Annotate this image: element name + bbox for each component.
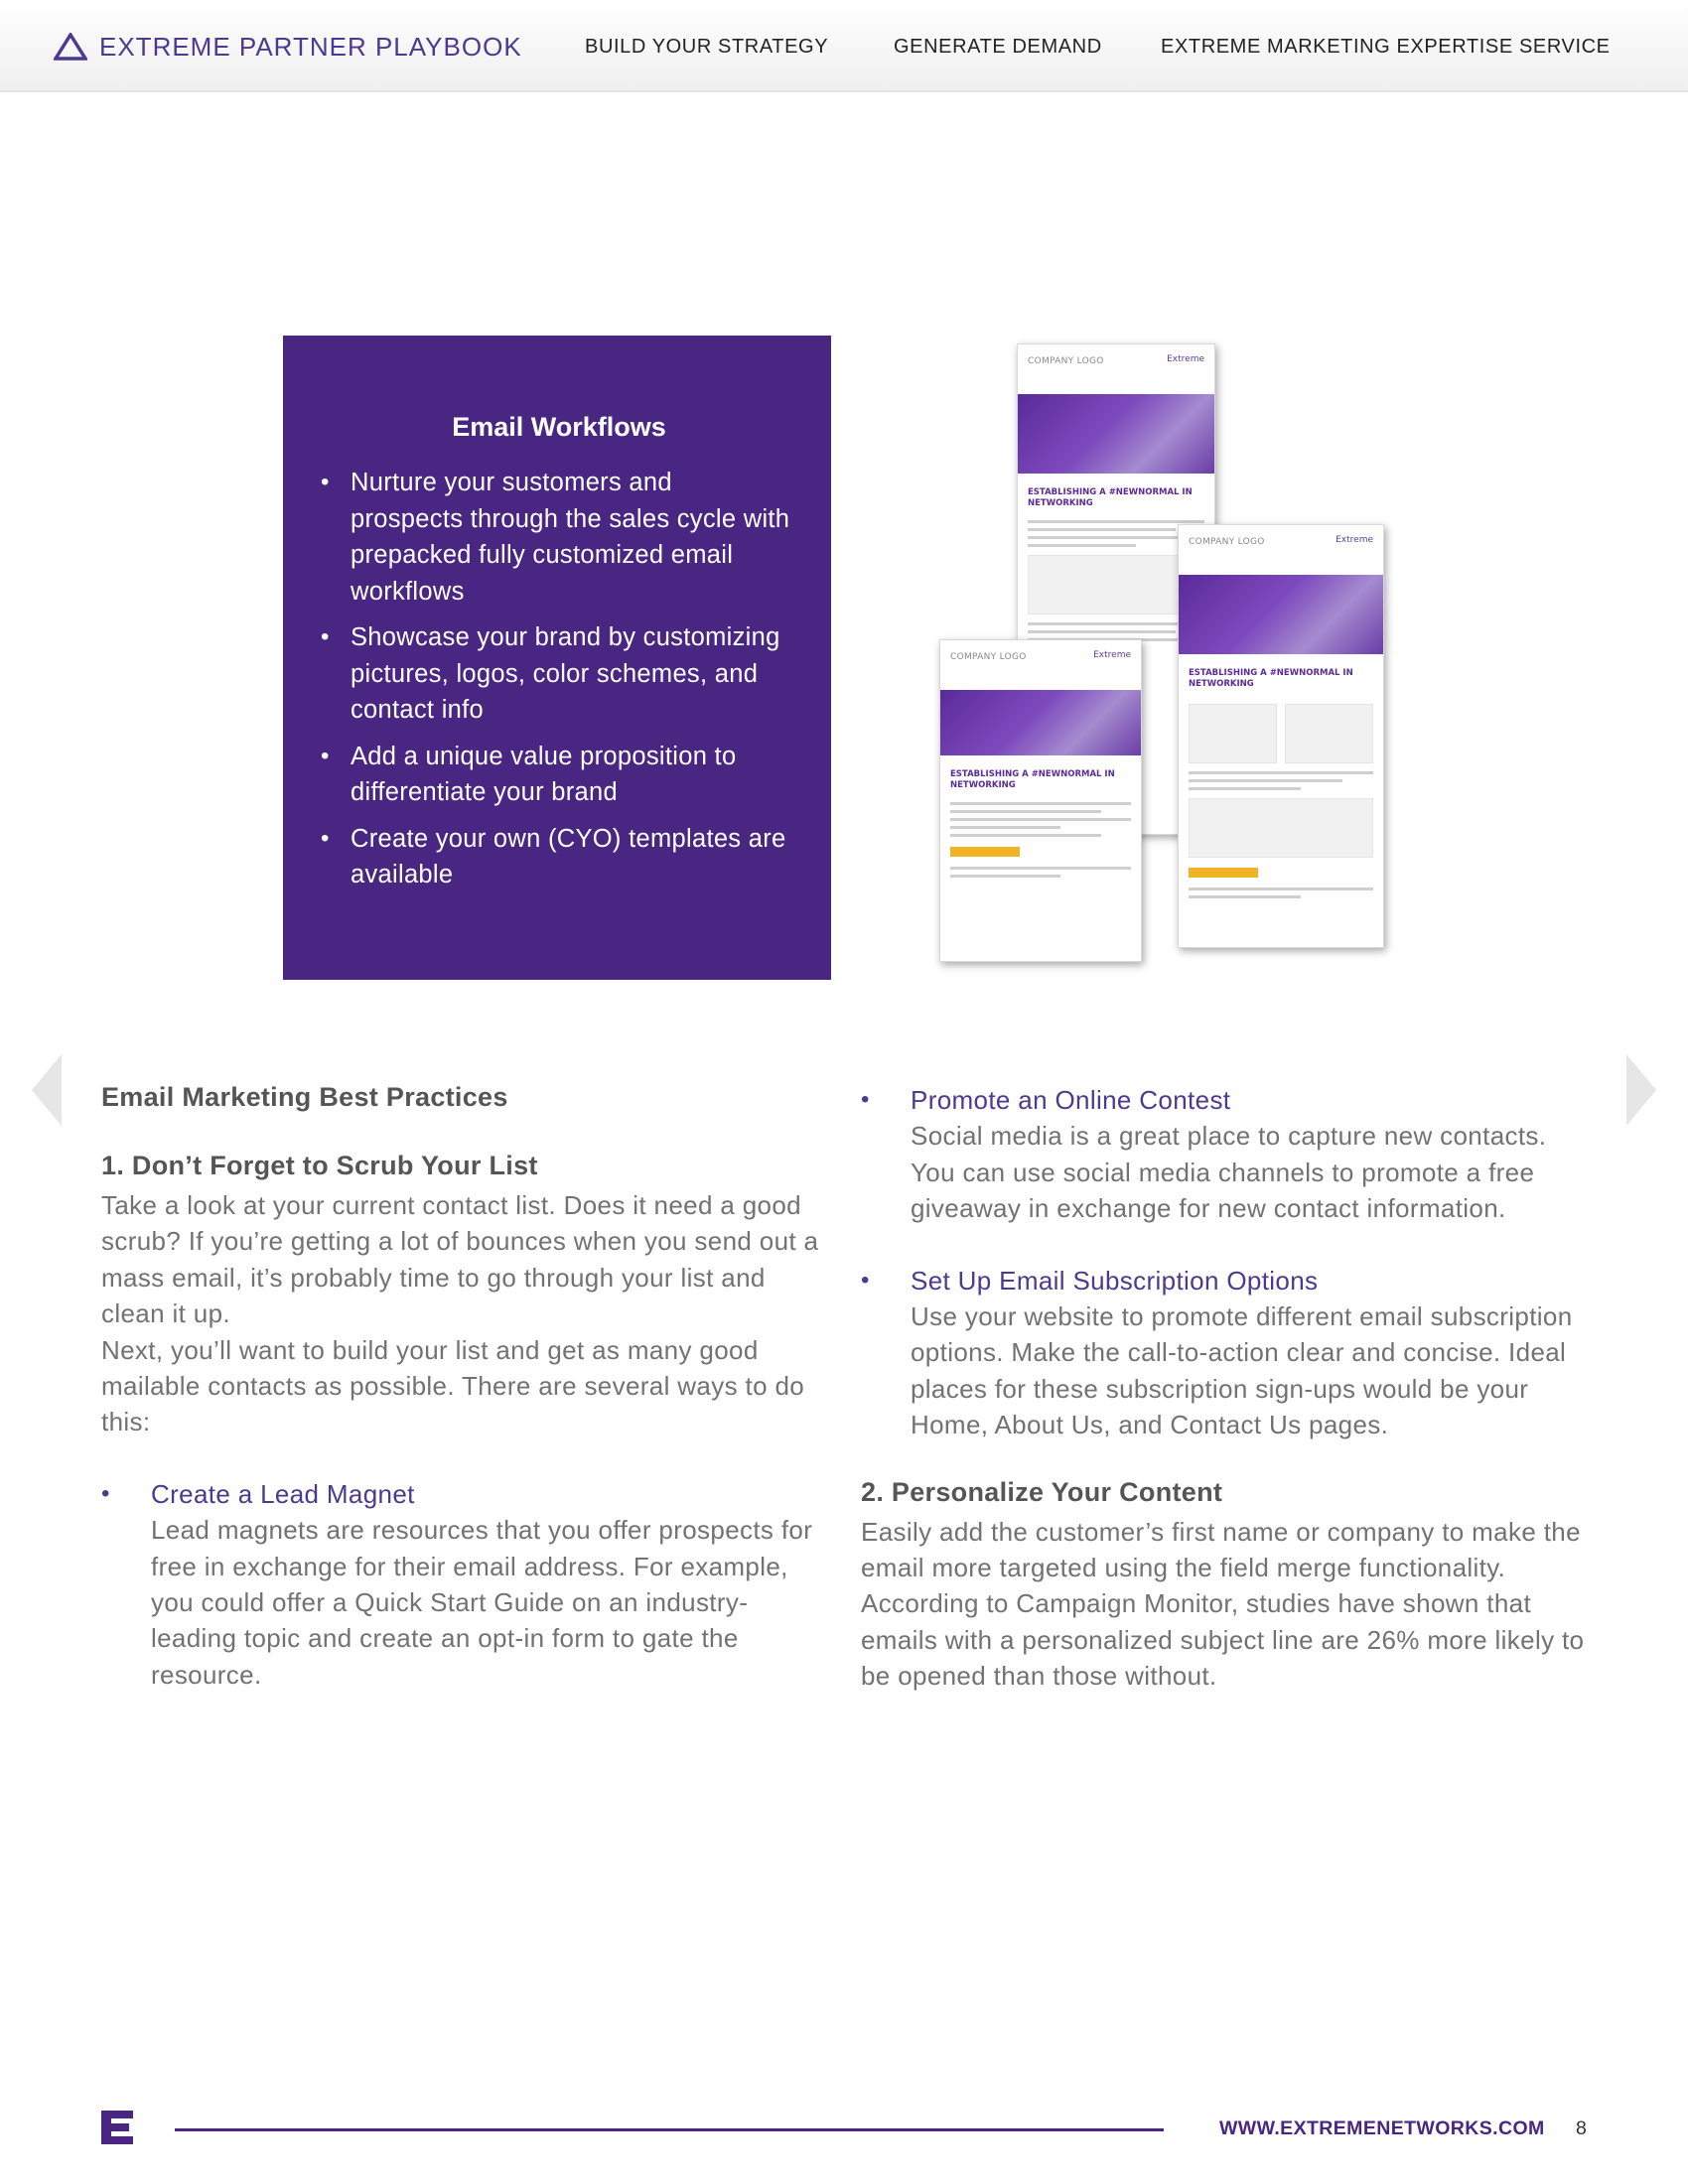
email-headline: ESTABLISHING A #NEWNORMAL IN NETWORKING	[1028, 487, 1193, 508]
playbook-title: EXTREME PARTNER PLAYBOOK	[99, 31, 522, 62]
list-item: • Nurture your sustomers and prospects through the sales cycle with prepacked fully customized email workflows	[317, 465, 791, 610]
hero-image	[1018, 394, 1214, 474]
right-column	[861, 1082, 1596, 1695]
bullet-title: • Promote an Online Contest	[911, 1085, 1231, 1115]
email-workflows-list	[317, 465, 791, 893]
list-item: • Showcase your brand by customizing pictures, logos, color schemes, and contact info	[317, 619, 791, 729]
email-workflows-title: Email Workflows	[452, 412, 666, 442]
section-title: Email Marketing Best Practices	[101, 1082, 508, 1112]
previous-page-arrow-icon[interactable]	[30, 1052, 64, 1128]
email-headline: ESTABLISHING A #NEWNORMAL IN NETWORKING	[950, 769, 1115, 790]
list-item: • Create your own (CYO) templates are available	[317, 821, 791, 893]
footer-divider	[175, 2128, 1164, 2131]
cta-block	[1189, 868, 1258, 878]
bullet-text: Lead magnets are resources that you offer prospects for free in exchange for their email address. For example, you could offer a Quick Start Guide on an industry-leading topic and create an opt-in form to gate the resource.	[151, 1515, 813, 1690]
next-page-arrow-icon[interactable]	[1624, 1052, 1658, 1128]
extreme-brand-text: Extreme	[1093, 650, 1131, 660]
bullet-text: Use your website to promote different email subscription options. Make the call-to-action clear and concise. Ideal places for these subscription sign-ups would be your Home, About Us, and Contact Us pages.	[911, 1301, 1573, 1440]
email-template-previews	[923, 338, 1400, 973]
company-logo-text: COMPANY LOGO	[1189, 537, 1265, 547]
step1-paragraph-1: Take a look at your current contact list. Does it need a good scrub? If you’re getting a lot of bounces when you send out a mass email, it’s probably time to go through your list and clean it up.	[101, 1190, 819, 1329]
bullet-online-contest	[861, 1082, 1596, 1227]
email-workflows-box	[283, 336, 831, 980]
step2-heading: 2. Personalize Your Content	[861, 1476, 1223, 1507]
email-preview-2	[1178, 524, 1384, 948]
page-number: 8	[1576, 2117, 1587, 2139]
company-logo-text: COMPANY LOGO	[1028, 356, 1104, 366]
left-column	[101, 1082, 826, 1693]
cta-block	[950, 847, 1020, 857]
top-header	[0, 0, 1688, 92]
extreme-brand-text: Extreme	[1336, 535, 1373, 545]
hero-image	[1179, 575, 1383, 654]
bullet-title: • Create a Lead Magnet	[151, 1478, 415, 1509]
website-link[interactable]: WWW.EXTREMENETWORKS.COM	[1219, 2117, 1545, 2139]
bullet-lead-magnet	[101, 1476, 826, 1693]
step1-heading: 1. Don’t Forget to Scrub Your List	[101, 1151, 538, 1180]
bullet-text: Social media is a great place to capture new contacts. You can use social media channels to promote a free giveaway in exchange for new contact information.	[911, 1121, 1547, 1224]
nav-build-your-strategy[interactable]: BUILD YOUR STRATEGY	[585, 36, 829, 58]
step2-paragraph: Easily add the customer’s first name or company to make the email more targeted using the field merge functionality. According to Campaign Monitor, studies have shown that emails with a personalized subject line are 26% more likely to be opened than those without.	[861, 1516, 1585, 1692]
hero-image	[940, 690, 1141, 755]
bullet-subscription-options	[861, 1263, 1596, 1443]
brand[interactable]	[54, 30, 522, 64]
nav-generate-demand[interactable]: GENERATE DEMAND	[894, 36, 1102, 58]
nav-marketing-expertise-service[interactable]: EXTREME MARKETING EXPERTISE SERVICE	[1161, 36, 1611, 58]
step1-paragraph-2: Next, you’ll want to build your list and get as many good mailable contacts as possible. There are several ways to do this:	[101, 1334, 805, 1437]
company-logo-text: COMPANY LOGO	[950, 652, 1027, 662]
email-headline: ESTABLISHING A #NEWNORMAL IN NETWORKING	[1189, 668, 1353, 689]
extreme-logo-icon	[97, 2107, 137, 2148]
bullet-title: • Set Up Email Subscription Options	[911, 1265, 1319, 1296]
extreme-brand-text: Extreme	[1167, 354, 1204, 364]
triangle-logo-icon	[54, 33, 87, 61]
email-preview-3	[939, 639, 1142, 962]
list-item: • Add a unique value proposition to differentiate your brand	[317, 739, 791, 811]
